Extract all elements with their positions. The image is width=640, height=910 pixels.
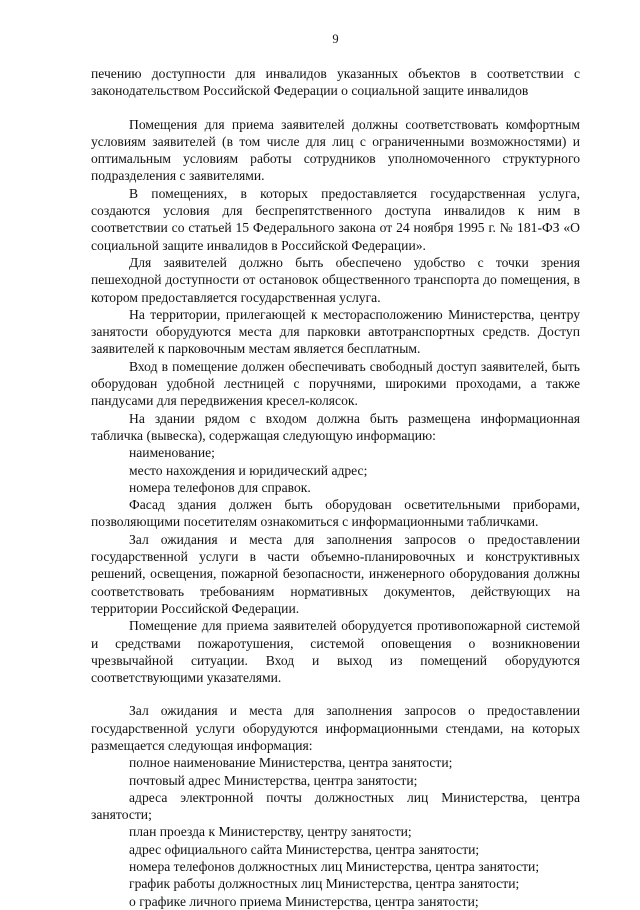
list-item: номера телефонов для справок. bbox=[129, 479, 311, 495]
list-item: полное наименование Министерства, центра занятости; bbox=[129, 755, 453, 771]
paragraph-pedestrian-access: Для заявителей должно быть обеспечено удобство с точки зрения пешеходной доступности от остановок общественного транспорта до помещения, в котором предоставляется государственная услуга. bbox=[91, 254, 580, 305]
list-item: адрес официального сайта Министерства, центра занятости; bbox=[129, 841, 480, 857]
paragraph-signboard: На здании рядом с входом должна быть размещена информационная табличка (вывеска), содержащая следующую информацию: bbox=[91, 410, 580, 443]
list-item: место нахождения и юридический адрес; bbox=[129, 462, 368, 478]
paragraph-info-stands: Зал ожидания и места для заполнения запросов о предоставлении государственной услуги оборудуются информационными стендами, на которых размещается следующая информация: bbox=[91, 703, 580, 753]
paragraph-parking: На территории, прилегающей к месторасположению Министерства, центру занятости оборудуются места для парковки автотранспортных средств. Доступ заявителей к парковочным местам является бесплатным. bbox=[91, 306, 580, 357]
list-item: почтовый адрес Министерства, центра занятости; bbox=[129, 772, 418, 788]
page-number: 9 bbox=[332, 32, 339, 46]
list-item: о графике личного приема Министерства, центра занятости; bbox=[129, 893, 479, 909]
paragraph-waiting-area: Зал ожидания и места для заполнения запросов о предоставлении государственной услуги в части объемно-планировочных и конструктивных решений, освещения, пожарной безопасности, инженерного оборудования должны соответствовать требованиям нормативных документов, действующих на территории Российской Федерации. bbox=[91, 531, 580, 616]
paragraph-continuation: печению доступности для инвалидов указанных объектов в соответствии с законодательством Российской Федерации о социальной защите инвалидов bbox=[91, 66, 580, 99]
list-item: адреса электронной почты должностных лиц Министерства, центра занятости; bbox=[91, 789, 580, 823]
paragraph-premises-requirements: Помещения для приема заявителей должны соответствовать комфортным условиям заявителей (в том числе для лиц с ограниченными возможностями) и оптимальным условиям работы сотрудников уполномоченного структурного подразделения с заявителями. bbox=[91, 116, 580, 184]
paragraph-entrance: Вход в помещение должен обеспечивать свободный доступ заявителей, быть оборудован удобной лестницей с поручнями, широкими проходами, а также пандусами для передвижения кресел-колясок. bbox=[91, 358, 580, 409]
list-item: наименование; bbox=[129, 445, 215, 461]
paragraph-facade-lighting: Фасад здания должен быть оборудован осветительными приборами, позволяющими посетителям ознакомиться с информационными табличками. bbox=[91, 497, 580, 530]
paragraph-fire-safety: Помещение для приема заявителей оборудуется противопожарной системой и средствами пожаротушения, системой оповещения о возникновении чрезвычайной ситуации. Вход и выход из помещений оборудуются соответствующими указателями. bbox=[91, 618, 580, 686]
list-item: график работы должностных лиц Министерства, центра занятости; bbox=[129, 876, 520, 892]
paragraph-disabled-access: В помещениях, в которых предоставляется государственная услуга, создаются условия для беспрепятственного доступа инвалидов к ним в соответствии со статьей 15 Федерального закона от 24 ноября 1995 г. № 181-ФЗ «О социальной защите инвалидов в Российской Федерации». bbox=[91, 185, 580, 253]
list-item: номера телефонов должностных лиц Министерства, центра занятости; bbox=[129, 859, 540, 875]
list-item: план проезда к Министерству, центру занятости; bbox=[129, 824, 412, 840]
